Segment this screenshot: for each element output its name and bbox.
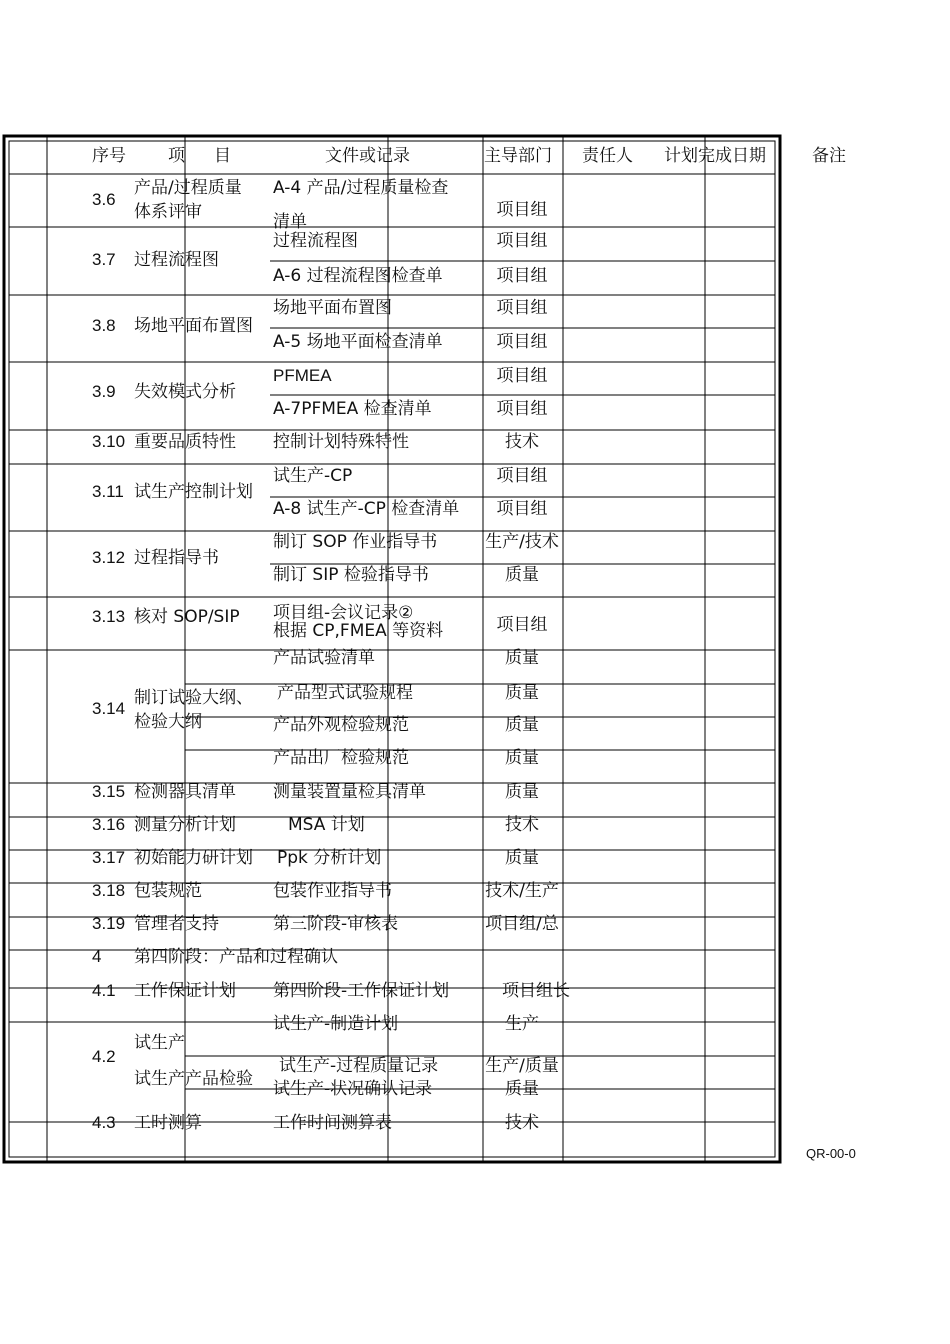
header-note: 备注	[812, 146, 846, 166]
row-number: 4.3	[92, 1113, 116, 1132]
row-item: 试生产控制计划	[134, 482, 253, 502]
row-item: 过程流程图	[134, 250, 219, 270]
row-doc: 第三阶段-审核表	[273, 914, 399, 934]
row-dept: 质量	[505, 848, 539, 868]
row-doc: 制订 SIP 检验指导书	[273, 565, 429, 585]
row-item-line2: 检验大纲	[134, 712, 202, 732]
row-item: 重要品质特性	[134, 432, 236, 452]
form-code: QR-00-0	[806, 1146, 856, 1161]
row-dept: 技术	[505, 432, 539, 452]
row-doc: 过程流程图	[273, 231, 358, 251]
row-item: 管理者支持	[134, 914, 219, 934]
row-dept: 质量	[505, 648, 539, 668]
row-dept: 生产/技术	[485, 532, 559, 552]
row-number: 3.18	[92, 881, 126, 900]
row-number: 3.7	[92, 250, 116, 269]
row-number: 4.1	[92, 981, 116, 1000]
row-doc: 包装作业指导书	[273, 881, 392, 901]
row-dept: 质量	[505, 715, 539, 735]
row-dept: 项目组	[496, 466, 548, 486]
row-dept: 技术	[505, 1113, 539, 1133]
row-dept: 项目组/总	[485, 914, 559, 934]
column-lines	[47, 136, 705, 1162]
row-doc: 项目组-会议记录②	[273, 603, 414, 623]
row-dept: 项目组	[496, 399, 548, 419]
row-item: 制订试验大纲、	[134, 688, 253, 708]
row-dept: 项目组	[496, 366, 548, 386]
row-doc: A-8 试生产-CP 检查清单	[273, 499, 460, 519]
row-item: 失效模式分析	[134, 382, 236, 402]
row-doc: 第四阶段-工作保证计划	[273, 981, 450, 1001]
row-doc: 产品外观检验规范	[273, 715, 409, 735]
row-item: 核对 SOP/SIP	[134, 607, 240, 627]
row-number: 3.8	[92, 316, 116, 335]
row-doc: 测量装置量检具清单	[273, 782, 426, 802]
header-item-a: 项	[168, 146, 185, 166]
row-doc: A-4 产品/过程质量检查	[273, 178, 449, 198]
row-doc: A-6 过程流程图检查单	[273, 266, 443, 286]
row-dept: 项目组	[496, 200, 548, 220]
row-doc: PFMEA	[273, 366, 332, 385]
row-lines	[9, 174, 775, 1122]
row-dept: 项目组长	[502, 981, 570, 1001]
row-number: 3.10	[92, 432, 126, 451]
row-dept: 质量	[505, 782, 539, 802]
header-dept: 主导部门	[484, 146, 552, 166]
row-dept: 项目组	[496, 332, 548, 352]
row-number: 3.6	[92, 190, 116, 209]
row-item: 工作保证计划	[134, 981, 236, 1001]
row-number: 3.19	[92, 914, 126, 933]
row-item-line2: 试生产产品检验	[134, 1069, 253, 1089]
row-doc: 产品出厂检验规范	[273, 748, 409, 768]
row-doc: 产品型式试验规程	[277, 683, 413, 703]
row-number: 3.14	[92, 699, 126, 718]
row-doc: MSA 计划	[288, 815, 365, 835]
row-dept: 项目组	[496, 266, 548, 286]
row-item: 场地平面布置图	[134, 316, 253, 336]
row-number: 3.16	[92, 815, 126, 834]
row-number: 4	[92, 947, 102, 966]
row-number: 4.2	[92, 1047, 116, 1066]
row-doc: 控制计划特殊特性	[273, 432, 409, 452]
row-doc: 制订 SOP 作业指导书	[273, 532, 438, 552]
row-doc: 试生产-过程质量记录	[279, 1056, 439, 1076]
row-dept: 项目组	[496, 298, 548, 318]
row-item: 检测器具清单	[134, 782, 236, 802]
row-doc-line2: 根据 CP,FMEA 等资料	[273, 621, 444, 641]
row-dept: 质量	[505, 565, 539, 585]
row-number: 3.13	[92, 607, 126, 626]
row-item: 包装规范	[134, 881, 202, 901]
row-dept: 技术/生产	[485, 881, 559, 901]
row-number: 3.12	[92, 548, 126, 567]
row-item: 初始能力研计划	[134, 848, 253, 868]
row-doc: A-7PFMEA 检查清单	[273, 399, 432, 419]
row-dept: 生产	[505, 1014, 539, 1034]
row-dept: 技术	[505, 815, 539, 835]
row-doc: 试生产-状况确认记录	[273, 1079, 433, 1099]
header-doc: 文件或记录	[325, 146, 410, 166]
row-doc: 试生产-CP	[273, 466, 353, 486]
header-item-b: 目	[214, 146, 231, 166]
row-number: 3.15	[92, 782, 126, 801]
header-owner: 责任人	[582, 146, 633, 166]
row-item: 测量分析计划	[134, 815, 236, 835]
row-doc: 工作时间测算表	[273, 1113, 392, 1133]
row-dept: 质量	[505, 683, 539, 703]
row-item: 过程指导书	[134, 548, 219, 568]
row-number: 3.11	[92, 482, 124, 501]
row-dept: 生产/质量	[485, 1056, 559, 1076]
row-dept: 项目组	[496, 499, 548, 519]
row-doc-line2: 清单	[273, 212, 307, 232]
row-item: 工时测算	[134, 1113, 202, 1133]
section-title: 第四阶段：产品和过程确认	[134, 947, 338, 967]
row-item-line2: 体系评审	[134, 202, 202, 222]
table-border	[4, 136, 780, 1162]
row-dept: 质量	[505, 748, 539, 768]
row-dept: 项目组	[496, 615, 548, 635]
row-item: 试生产	[134, 1033, 185, 1053]
row-number: 3.9	[92, 382, 116, 401]
row-doc: A-5 场地平面检查清单	[273, 332, 443, 352]
row-doc: Ppk 分析计划	[277, 848, 382, 868]
row-doc: 试生产-制造计划	[273, 1014, 399, 1034]
row-item: 产品/过程质量	[134, 178, 242, 198]
header-seq: 序号	[92, 146, 126, 166]
row-dept: 质量	[505, 1079, 539, 1099]
row-dept: 项目组	[496, 231, 548, 251]
header-date: 计划完成日期	[664, 146, 766, 166]
row-number: 3.17	[92, 848, 126, 867]
row-doc: 场地平面布置图	[273, 298, 392, 318]
row-doc: 产品试验清单	[273, 648, 375, 668]
